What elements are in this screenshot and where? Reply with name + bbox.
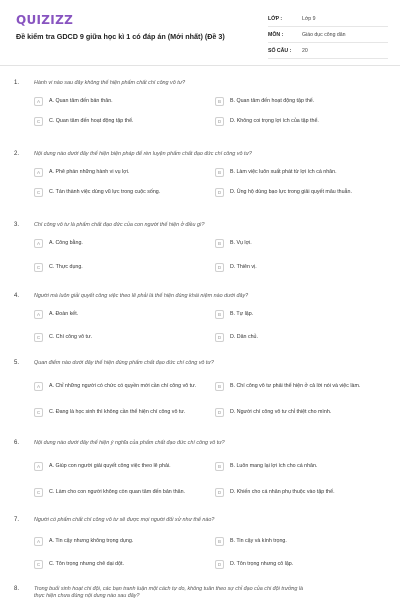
option-a[interactable]	[34, 307, 210, 321]
option-d[interactable]	[215, 114, 393, 128]
question-number: 4.	[14, 293, 20, 299]
option-text: A. Chỉ những người có chức có quyền mới cần chí công vô tư.	[49, 382, 197, 389]
option-letter-box: A	[34, 382, 43, 391]
option-text: C. Chí công vô tư.	[49, 333, 92, 340]
question-number: 7.	[14, 517, 20, 523]
option-c[interactable]	[34, 185, 210, 199]
option-letter-box: D	[215, 117, 224, 126]
option-b[interactable]	[215, 534, 393, 548]
option-c[interactable]	[34, 403, 210, 421]
option-b[interactable]	[215, 307, 393, 321]
option-letter-box: B	[215, 537, 224, 546]
option-letter-box: D	[215, 408, 224, 417]
question-text: Người có phẩm chất chí công vô tư sẽ được mọi người đối xử như thế nào?	[34, 517, 215, 523]
option-text: D. Dân chủ.	[230, 333, 258, 340]
option-text: A. Phê phán những hành vi vụ lợi.	[49, 168, 130, 175]
option-b[interactable]	[215, 459, 393, 473]
option-letter-box: D	[215, 333, 224, 342]
option-d[interactable]	[215, 405, 393, 419]
option-letter-box: C	[34, 333, 43, 342]
option-text: D. Ủng hộ dùng bạo lực trong giải quyết mâu thuẫn.	[230, 188, 352, 195]
option-a[interactable]	[34, 165, 210, 179]
option-text: A. Quan tâm đến bản thân.	[49, 97, 113, 104]
option-letter-box: D	[215, 560, 224, 569]
page-header	[0, 0, 400, 66]
meta-value: Giáo dục công dân	[302, 31, 346, 38]
option-text: A. Tin cậy nhưng không trọng dụng.	[49, 537, 134, 544]
option-a[interactable]	[34, 534, 210, 548]
option-letter-box: C	[34, 117, 43, 126]
question-number: 1.	[14, 80, 20, 86]
option-c[interactable]	[34, 483, 210, 501]
option-text: A. Giúp con người giải quyết công việc theo lẽ phải.	[49, 462, 171, 469]
option-letter-box: A	[34, 97, 43, 106]
option-text: C. Quan tâm đến hoạt động tập thể.	[49, 117, 134, 124]
option-a[interactable]	[34, 236, 210, 250]
option-letter-box: B	[215, 168, 224, 177]
option-d[interactable]	[215, 557, 393, 571]
quizizz-logo: QUIZIZZ	[16, 13, 74, 27]
option-text: B. Làm việc luôn xuất phát từ lợi ích cá nhân.	[230, 168, 337, 175]
question-text: Nội dung nào dưới đây thể hiện biện pháp để rèn luyện phẩm chất đạo đức chí công vô tư?	[34, 151, 252, 157]
option-d[interactable]	[215, 330, 393, 344]
option-d[interactable]	[215, 185, 393, 199]
option-letter-box: B	[215, 310, 224, 319]
option-c[interactable]	[34, 557, 210, 571]
option-letter-box: C	[34, 488, 43, 497]
option-text: C. Tôn trọng nhưng chê dại dột.	[49, 560, 125, 567]
option-b[interactable]	[215, 236, 393, 250]
meta-table	[268, 11, 388, 59]
option-text: D. Khiến cho cá nhân phụ thuộc vào tập thể.	[230, 488, 335, 495]
option-letter-box: D	[215, 263, 224, 272]
option-text: B. Chí công vô tư phải thể hiện ở cả lời nói và việc làm.	[230, 382, 361, 389]
option-b[interactable]	[215, 377, 393, 395]
option-text: D. Thiên vị.	[230, 263, 257, 270]
option-a[interactable]	[34, 459, 210, 473]
question-number: 3.	[14, 222, 20, 228]
option-b[interactable]	[215, 94, 393, 108]
meta-row-count	[268, 43, 388, 59]
option-text: D. Người chí công vô tư chỉ thiệt cho mình.	[230, 408, 332, 415]
option-a[interactable]	[34, 377, 210, 395]
option-text: B. Tự lập.	[230, 310, 254, 317]
option-letter-box: D	[215, 488, 224, 497]
meta-label: LỚP :	[268, 15, 283, 22]
option-letter-box: A	[34, 537, 43, 546]
meta-row-class	[268, 11, 388, 27]
option-a[interactable]	[34, 94, 210, 108]
question-number: 8.	[14, 586, 20, 592]
question-text-continued: thực hiện chưa đúng nội dung nào sau đây?	[34, 593, 140, 599]
question-number: 6.	[14, 440, 20, 446]
option-letter-box: B	[215, 462, 224, 471]
question-text: Nội dung nào dưới đây thể hiện ý nghĩa của phẩm chất đạo đức chí công vô tư?	[34, 440, 225, 446]
question-text: Quan điểm nào dưới đây thể hiện đúng phẩm chất đạo đức chí công vô tư?	[34, 360, 214, 366]
question-number: 5.	[14, 360, 20, 366]
question-number: 2.	[14, 151, 20, 157]
meta-value: 20	[302, 47, 308, 54]
option-text: A. Đoàn kết.	[49, 310, 79, 317]
option-letter-box: C	[34, 188, 43, 197]
option-letter-box: A	[34, 462, 43, 471]
option-text: B. Tin cậy và kính trọng.	[230, 537, 287, 544]
meta-value: Lớp 9	[302, 15, 316, 22]
meta-label: SỐ CÂU :	[268, 47, 292, 54]
option-text: C. Tán thành việc dùng vũ lực trong cuộc sống.	[49, 188, 161, 195]
option-c[interactable]	[34, 330, 210, 344]
question-text: Hành vi nào sau đây không thể hiện phẩm chất chí công vô tư?	[34, 80, 186, 86]
option-letter-box: D	[215, 188, 224, 197]
option-text: C. Thực dụng.	[49, 263, 83, 270]
option-c[interactable]	[34, 260, 210, 274]
option-text: C. Làm cho con người không còn quan tâm đến bản thân.	[49, 488, 185, 495]
option-b[interactable]	[215, 165, 393, 179]
option-letter-box: A	[34, 168, 43, 177]
question-text: Trong buổi sinh hoạt chi đội, các bạn tranh luận một cách tự do, không tuân theo sự chỉ đạo của chi đội trưởng là	[34, 586, 304, 592]
option-text: D. Tôn trọng nhưng cô lập.	[230, 560, 294, 567]
option-text: B. Vụ lợi.	[230, 239, 252, 246]
question-text: Người mà luôn giải quyết công việc theo lẽ phải là thể hiện đúng khái niệm nào dưới đây?	[34, 293, 249, 299]
option-letter-box: C	[34, 408, 43, 417]
option-d[interactable]	[215, 485, 393, 499]
option-text: D. Không coi trọng lợi ích của tập thể.	[230, 117, 319, 124]
option-letter-box: B	[215, 239, 224, 248]
page-title: Đề kiểm tra GDCD 9 giữa học kì 1 có đáp án (Mới nhất) (Đề 3)	[16, 32, 225, 41]
option-letter-box: B	[215, 382, 224, 391]
option-letter-box: C	[34, 263, 43, 272]
option-letter-box: C	[34, 560, 43, 569]
option-text: C. Đang là học sinh thì không cần thể hiện chí công vô tư.	[49, 408, 186, 415]
meta-label: MÔN :	[268, 31, 284, 38]
option-text: B. Quan tâm đến hoạt động tập thể.	[230, 97, 315, 104]
option-c[interactable]	[34, 114, 210, 128]
option-text: A. Công bằng.	[49, 239, 83, 246]
meta-row-subject	[268, 27, 388, 43]
option-text: B. Luôn mang lại lợi ích cho cá nhân.	[230, 462, 318, 469]
option-letter-box: A	[34, 239, 43, 248]
question-text: Chí công vô tư là phẩm chất đạo đức của con người thể hiện ở điều gì?	[34, 222, 205, 228]
option-letter-box: A	[34, 310, 43, 319]
option-d[interactable]	[215, 260, 393, 274]
option-letter-box: B	[215, 97, 224, 106]
